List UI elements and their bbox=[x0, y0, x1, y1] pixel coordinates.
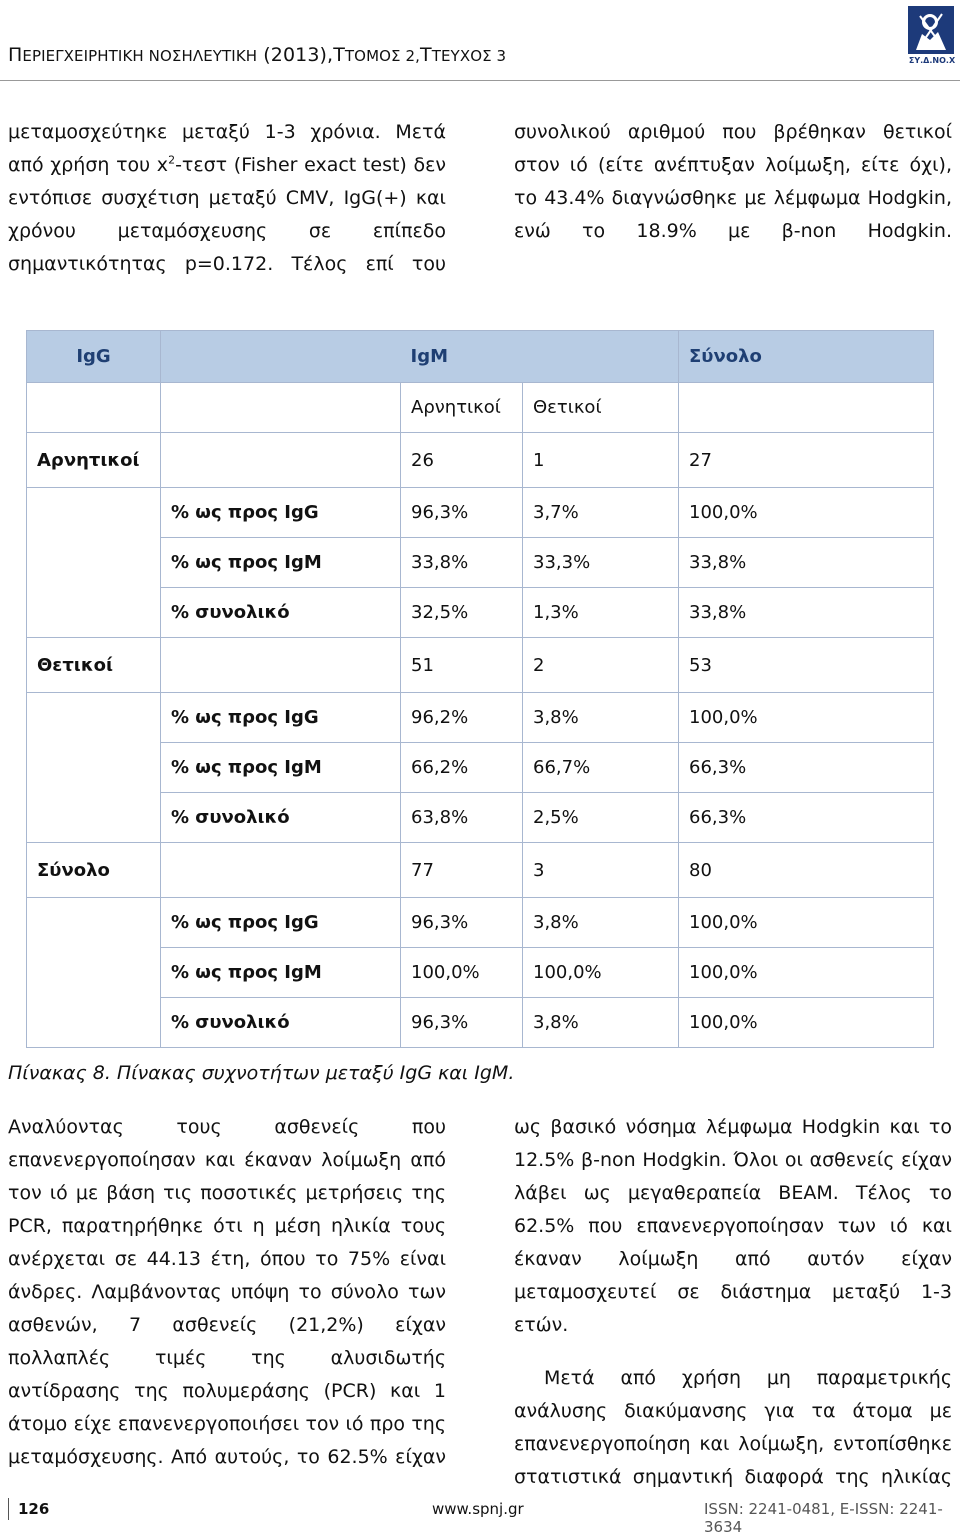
journal-first-letter: Π bbox=[8, 44, 23, 66]
table-row bbox=[27, 433, 934, 488]
table-row bbox=[27, 793, 934, 843]
bottom-left-column bbox=[8, 1111, 446, 1474]
cell: 3 bbox=[523, 843, 679, 898]
cell: 1 bbox=[523, 433, 679, 488]
group-label: Σύνολο bbox=[27, 843, 161, 898]
cell: 96,3% bbox=[401, 488, 523, 538]
cell: 100,0% bbox=[401, 948, 523, 998]
table-header-row bbox=[27, 331, 934, 383]
row-label: % ως προς IgM bbox=[161, 538, 401, 588]
cell: 33,8% bbox=[401, 538, 523, 588]
cell: 80 bbox=[679, 843, 934, 898]
row-label: % ως προς IgG bbox=[161, 488, 401, 538]
cell: 33,8% bbox=[679, 588, 934, 638]
issn: ISSN: 2241-0481, E-ISSN: 2241-3634 bbox=[704, 1500, 943, 1536]
group-label: Αρνητικοί bbox=[27, 433, 161, 488]
cell: 66,3% bbox=[679, 743, 934, 793]
cell: 66,3% bbox=[679, 793, 934, 843]
page-number: 126 bbox=[18, 1500, 50, 1518]
group-label: Θετικοί bbox=[27, 638, 161, 693]
journal-name: ΕΡΙΕΓΧΕΙΡΗΤΙΚΗ ΝΟΣΗΛΕΥΤΙΚΗ bbox=[22, 47, 258, 65]
row-label: % ως προς IgM bbox=[161, 743, 401, 793]
cell: 66,7% bbox=[523, 743, 679, 793]
cell: 100,0% bbox=[679, 488, 934, 538]
table-row bbox=[27, 693, 934, 743]
cell: 63,8% bbox=[401, 793, 523, 843]
subheader-positive: Θετικοί bbox=[523, 383, 679, 433]
bottom-right-paragraph-2: Μετά από χρήση μη παραμετρικής ανάλυσης διακύμανσης για τα άτομα με επανενεργοποίηση και λοίμωξη, εντοπίσθηκε στατιστικά σημαντική διαφορά της ηλικίας bbox=[514, 1367, 952, 1488]
table-row bbox=[27, 538, 934, 588]
table-subheader-row bbox=[27, 383, 934, 433]
row-label: % ως προς IgG bbox=[161, 898, 401, 948]
header-igm: IgM bbox=[401, 331, 523, 383]
cell: 2,5% bbox=[523, 793, 679, 843]
cell: 96,3% bbox=[401, 998, 523, 1048]
table-row bbox=[27, 588, 934, 638]
table-row bbox=[27, 743, 934, 793]
table-row bbox=[27, 998, 934, 1048]
cell: 77 bbox=[401, 843, 523, 898]
header-total: Σύνολο bbox=[679, 331, 934, 383]
header-igg: IgG bbox=[27, 331, 161, 383]
row-label: % συνολικό bbox=[161, 793, 401, 843]
cell: 100,0% bbox=[523, 948, 679, 998]
cell: 100,0% bbox=[679, 948, 934, 998]
cell: 66,2% bbox=[401, 743, 523, 793]
table-row bbox=[27, 898, 934, 948]
cell: 3,8% bbox=[523, 693, 679, 743]
subheader-negative: Αρνητικοί bbox=[401, 383, 523, 433]
frequency-table bbox=[26, 330, 934, 1048]
table-row bbox=[27, 488, 934, 538]
top-left-paragraph: μεταμοσχεύτηκε μεταξύ 1-3 χρόνια. Μετά από χρήση του $x^2$-τεστ (Fisher exact test) δεν εντόπισε συσχέτιση μεταξύ CMV, IgG(+) και χρόνου μεταμόσχευσης σε επίπεδο σημαντικότητας p=0.172. Τέλος επί του bbox=[8, 121, 447, 275]
journal-volume: ΤΟΜΟΣ 2, bbox=[344, 47, 420, 65]
table-caption: Πίνακας 8. Πίνακας συχνοτήτων μεταξύ IgG και IgM. bbox=[8, 1062, 515, 1084]
cell: 96,3% bbox=[401, 898, 523, 948]
cell: 33,3% bbox=[523, 538, 679, 588]
journal-url[interactable]: www.spnj.gr bbox=[432, 1500, 524, 1518]
cell: 100,0% bbox=[679, 693, 934, 743]
header-divider bbox=[0, 80, 960, 81]
cell: 27 bbox=[679, 433, 934, 488]
cell: 32,5% bbox=[401, 588, 523, 638]
cell: 100,0% bbox=[679, 998, 934, 1048]
table-row bbox=[27, 638, 934, 693]
top-left-column bbox=[8, 116, 446, 281]
journal-header: ΠΕΡΙΕΓΧΕΙΡΗΤΙΚΗ ΝΟΣΗΛΕΥΤΙΚΗ (2013),ΤΤΟΜΟΣ 2,ΤΤΕΥΧΟΣ 3 bbox=[8, 44, 507, 66]
top-right-column bbox=[514, 116, 952, 248]
cell: 53 bbox=[679, 638, 934, 693]
cell: 1,3% bbox=[523, 588, 679, 638]
cell: 33,8% bbox=[679, 538, 934, 588]
row-label: % ως προς IgG bbox=[161, 693, 401, 743]
row-label: % συνολικό bbox=[161, 998, 401, 1048]
cell: 51 bbox=[401, 638, 523, 693]
cell: 96,2% bbox=[401, 693, 523, 743]
cell: 3,8% bbox=[523, 998, 679, 1048]
cell: 26 bbox=[401, 433, 523, 488]
cell: 2 bbox=[523, 638, 679, 693]
table-row bbox=[27, 843, 934, 898]
top-right-paragraph: συνολικού αριθμού που βρέθηκαν θετικοί στον ιό (είτε ανέπτυξαν λοίμωξη, είτε όχι), το 43.4% διαγνώσθηκε με λέμφωμα Hodgkin, ενώ το 18.9% με β-non Hodgkin. bbox=[514, 121, 952, 242]
journal-issue: ΤΕΥΧΟΣ 3 bbox=[431, 47, 507, 65]
row-label: % συνολικό bbox=[161, 588, 401, 638]
cell: 3,7% bbox=[523, 488, 679, 538]
bottom-right-column bbox=[514, 1111, 952, 1494]
row-label: % ως προς IgM bbox=[161, 948, 401, 998]
footer-divider bbox=[8, 1498, 9, 1520]
cell: 100,0% bbox=[679, 898, 934, 948]
table-row bbox=[27, 948, 934, 998]
logo-text: ΣΥ.Δ.ΝΟ.Χ bbox=[908, 56, 956, 65]
bottom-left-paragraph: Αναλύοντας τους ασθενείς που επανενεργοποίησαν και έκαναν λοίμωξη από τον ιό με βάση τις ποσοτικές μετρήσεις της PCR, παρατηρήθηκε ότι η μέση ηλικία τους ανέρχεται σε 44.13 έτη, όπου το 75% είναι άνδρες. Λαμβάνοντας υπόψη το σύνολο των ασθενών, 7 ασθενείς (21,2%) είχαν πολλαπλές τιμές της αλυσιδωτής αντίδρασης της πολυμεράσης (PCR) και 1 άτομο είχε επανενεργοποιήσει τον ιό προ της μεταμόσχευσης. Από αυτούς, το 62.5% είχαν bbox=[8, 1116, 446, 1468]
bottom-right-paragraph-1: ως βασικό νόσημα λέμφωμα Hodgkin και το 12.5% β-non Hodgkin. Όλοι οι ασθενείς είχαν λάβει ως μεγαθεραπεία BEAM. Τέλος το 62.5% που επανενεργοποίησαν των ιό και έκαναν λοίμωξη από αυτόν είχαν μεταμοσχευτεί σε διάστημα μεταξύ 1-3 ετών. bbox=[514, 1116, 952, 1336]
journal-year: (2013), bbox=[257, 44, 334, 66]
cell: 3,8% bbox=[523, 898, 679, 948]
